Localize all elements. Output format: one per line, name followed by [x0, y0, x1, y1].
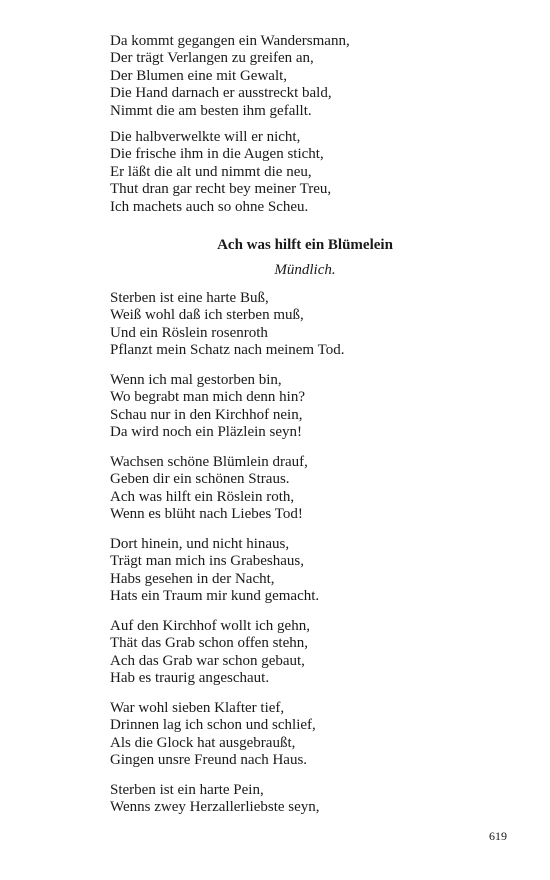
verse-line: Schau nur in den Kirchhof nein, [110, 406, 303, 423]
verse-line: Wenns zwey Herzallerliebste seyn, [110, 799, 320, 816]
verse-line: Sterben ist eine harte Buß, [110, 290, 269, 306]
stanza-top-1 [110, 33, 510, 120]
verse-line: Auf den Kirchhof wollt ich gehn, [110, 618, 310, 634]
verse-line: Wo begrabt man mich denn hin? [110, 389, 305, 406]
stanza-top-2 [110, 129, 510, 216]
poem-stanza-2 [110, 372, 510, 442]
verse-line: Der Blumen eine mit Gewalt, [110, 67, 288, 84]
verse-line: Wenn ich mal gestorben bin, [110, 372, 282, 388]
verse-line: Sterben ist ein harte Pein, [110, 782, 264, 798]
verse-line: Die halbverwelkte will er nicht, [110, 129, 301, 145]
verse-line: Wenn es blüht nach Liebes Tod! [110, 506, 303, 523]
verse-line: Geben dir ein schönen Straus. [110, 471, 290, 488]
poem-stanza-3 [110, 454, 510, 524]
verse-line: Trägt man mich ins Grabeshaus, [110, 553, 305, 570]
verse-line: Ach das Grab war schon gebaut, [110, 652, 305, 669]
poem-stanza-7 [110, 782, 510, 817]
page-number: 619 [489, 829, 507, 843]
poem-title: Ach was hilft ein Blümelein [217, 237, 393, 253]
verse-line: Nimmt die am besten ihm gefallt. [110, 102, 312, 119]
verse-line: Habs gesehen in der Nacht, [110, 570, 275, 587]
verse-line: Hab es traurig angeschaut. [110, 670, 270, 687]
verse-line: Der trägt Verlangen zu greifen an, [110, 50, 314, 67]
verse-line: Er läßt die alt und nimmt die neu, [110, 163, 312, 180]
verse-line: Die frische ihm in die Augen sticht, [110, 146, 324, 163]
verse-line: Weiß wohl daß ich sterben muß, [110, 307, 304, 324]
verse-line: Dort hinein, und nicht hinaus, [110, 536, 290, 552]
verse-line: Gingen unsre Freund nach Haus. [110, 752, 308, 769]
poem-stanza-4 [110, 536, 510, 606]
verse-line: Da kommt gegangen ein Wandersmann, [110, 33, 350, 49]
verse-line: Ach was hilft ein Röslein roth, [110, 488, 295, 505]
verse-line: War wohl sieben Klafter tief, [110, 700, 285, 716]
poem-subtitle: Mündlich. [274, 262, 336, 278]
verse-line: Pflanzt mein Schatz nach meinem Tod. [110, 342, 345, 359]
verse-line: Und ein Röslein rosenroth [110, 324, 268, 341]
verse-line: Hats ein Traum mir kund gemacht. [110, 588, 320, 605]
verse-line: Die Hand darnach er ausstreckt bald, [110, 85, 332, 102]
verse-line: Thut dran gar recht bey meiner Treu, [110, 181, 332, 198]
poem-stanza-1 [110, 290, 510, 360]
poem-stanza-6 [110, 700, 510, 770]
verse-line: Wachsen schöne Blümlein drauf, [110, 454, 308, 470]
verse-line: Da wird noch ein Pläzlein seyn! [110, 424, 303, 441]
poem-stanza-5 [110, 618, 510, 688]
verse-line: Ich machets auch so ohne Scheu. [110, 198, 309, 215]
verse-line: Thät das Grab schon offen stehn, [110, 635, 309, 652]
verse-line: Als die Glock hat ausgebraußt, [110, 734, 296, 751]
verse-line: Drinnen lag ich schon und schlief, [110, 717, 316, 734]
